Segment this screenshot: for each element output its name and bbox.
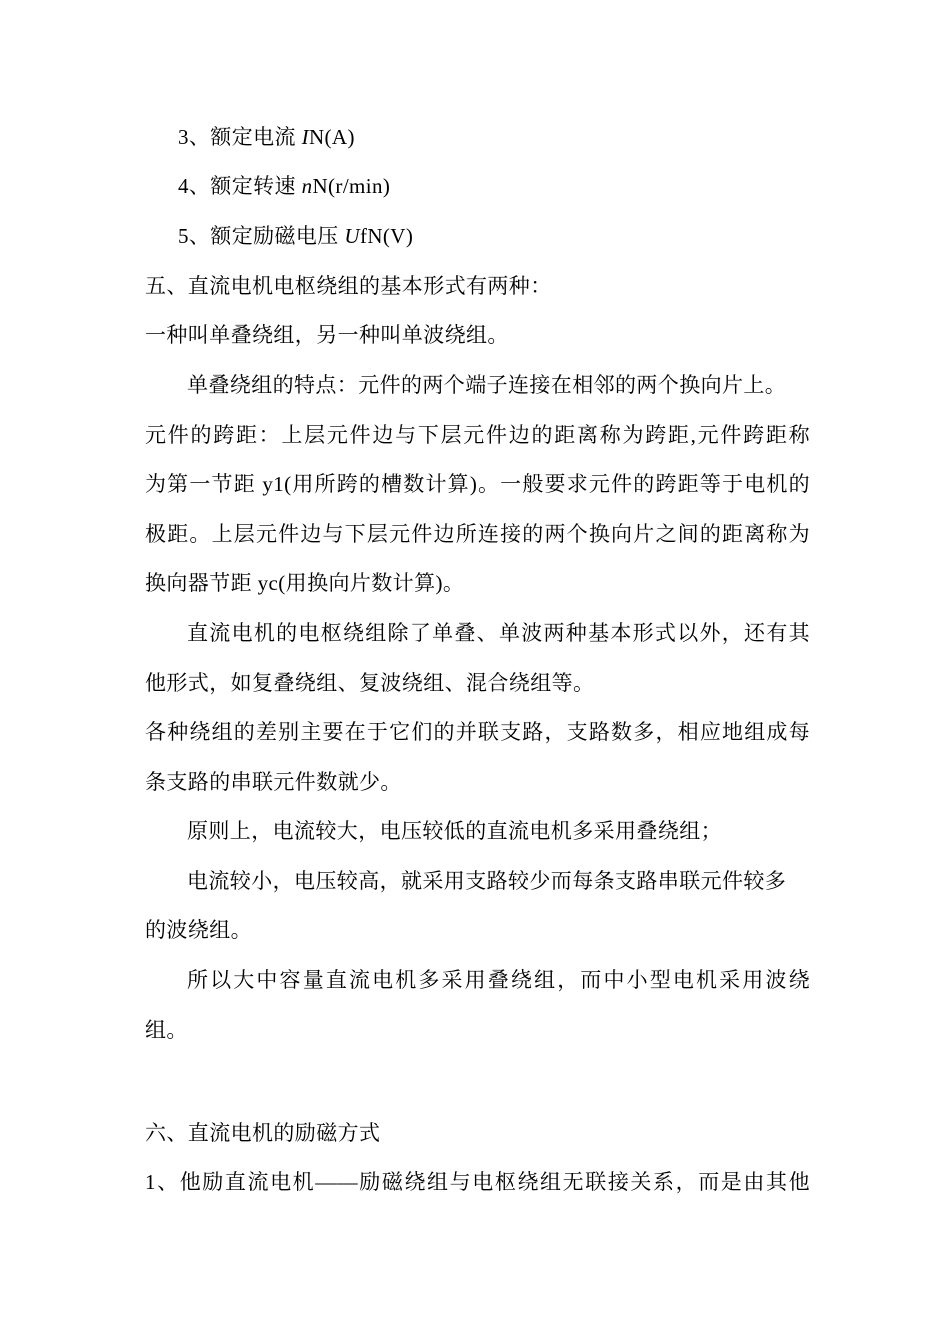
paragraph-line: 换向器节距 yc(用换向片数计算)。 — [145, 571, 465, 595]
paragraph-line: 的波绕组。 — [145, 918, 252, 942]
paragraph-line: 1、他励直流电机——励磁绕组与电枢绕组无联接关系，而是由其他 — [145, 1170, 810, 1194]
paragraph-line: 直流电机的电枢绕组除了单叠、单波两种基本形式以外，还有其 — [187, 621, 810, 645]
list-item-rated-current: 3、额定电流 IN(A) — [178, 125, 355, 149]
section-heading-5: 五、直流电机电枢绕组的基本形式有两种： — [145, 274, 552, 298]
paragraph-line: 元件的跨距：上层元件边与下层元件边的距离称为跨距,元件跨距称 — [145, 423, 810, 447]
paragraph-line: 组。 — [145, 1018, 188, 1042]
list-item-rated-excitation-voltage: 5、额定励磁电压 UfN(V) — [178, 224, 414, 248]
paragraph-line: 条支路的串联元件数就少。 — [145, 770, 402, 794]
paragraph-line: 极距。上层元件边与下层元件边所连接的两个换向片之间的距离称为 — [145, 522, 810, 546]
paragraph-line: 所以大中容量直流电机多采用叠绕组，而中小型电机采用波绕 — [187, 968, 810, 992]
section-heading-6: 六、直流电机的励磁方式 — [145, 1121, 381, 1145]
paragraph-line: 为第一节距 y1(用所跨的槽数计算)。一般要求元件的跨距等于电机的 — [145, 472, 810, 496]
paragraph-line: 原则上，电流较大，电压较低的直流电机多采用叠绕组； — [187, 819, 722, 843]
paragraph-line: 单叠绕组的特点：元件的两个端子连接在相邻的两个换向片上。 — [187, 373, 787, 397]
section-5-intro: 一种叫单叠绕组，另一种叫单波绕组。 — [145, 323, 509, 347]
paragraph-line: 电流较小，电压较高，就采用支路较少而每条支路串联元件较多 — [187, 869, 787, 893]
list-item-rated-speed: 4、额定转速 nN(r/min) — [178, 174, 391, 198]
paragraph-line: 他形式，如复叠绕组、复波绕组、混合绕组等。 — [145, 671, 595, 695]
paragraph-line: 各种绕组的差别主要在于它们的并联支路，支路数多，相应地组成每 — [145, 720, 810, 744]
